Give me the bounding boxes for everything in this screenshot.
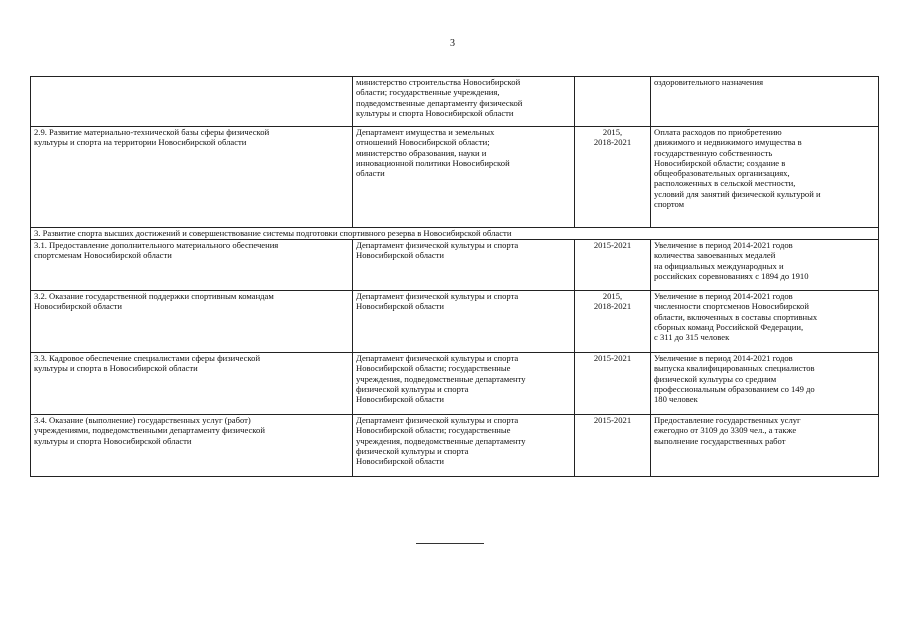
result-cell: Предоставление государственных услуг ежегодно от 3109 до 3309 чел., а также выполнение государственных работ: [651, 415, 879, 477]
page-number: 3: [450, 38, 455, 49]
executor-cell: Департамент физической культуры и спорта Новосибирской области; государственные учреждения, подведомственные департаменту физической культуры и спорта Новосибирской области: [353, 353, 575, 415]
result-cell: Увеличение в период 2014-2021 годов выпуска квалифицированных специалистов физической культуры со средним профессиональным образованием со 149 до 180 человек: [651, 353, 879, 415]
table-row: [31, 415, 879, 477]
measure-cell: [31, 77, 353, 127]
result-cell: Увеличение в период 2014-2021 годов количества завоеванных медалей на официальных международных и российских соревнованиях с 1894 до 1910: [651, 240, 879, 291]
period-cell: 2015-2021: [575, 415, 651, 477]
period-cell: 2015-2021: [575, 353, 651, 415]
result-cell: оздоровительного назначения: [651, 77, 879, 127]
program-measures-table: [30, 76, 879, 477]
period-cell: 2015-2021: [575, 240, 651, 291]
result-cell: Увеличение в период 2014-2021 годов численности спортсменов Новосибирской области, включенных в составы спортивных сборных команд Российской Федерации, с 311 до 315 человек: [651, 291, 879, 353]
table-row: [31, 77, 879, 127]
executor-cell: Департамент физической культуры и спорта Новосибирской области: [353, 291, 575, 353]
period-cell: 2015, 2018-2021: [575, 291, 651, 353]
measure-cell: 3.2. Оказание государственной поддержки спортивным командам Новосибирской области: [31, 291, 353, 353]
table-row: [31, 291, 879, 353]
measure-cell: 3.4. Оказание (выполнение) государственных услуг (работ) учреждениями, подведомственными департаменту физической культуры и спорта Новосибирской области: [31, 415, 353, 477]
period-cell: [575, 77, 651, 127]
footnote-divider: [416, 543, 484, 544]
section-title: 3. Развитие спорта высших достижений и совершенствование системы подготовки спортивного резерва в Новосибирской области: [31, 228, 879, 240]
executor-cell: Департамент физической культуры и спорта Новосибирской области; государственные учреждения, подведомственные департаменту физической культуры и спорта Новосибирской области: [353, 415, 575, 477]
section-header-row: [31, 228, 879, 240]
table-row: [31, 353, 879, 415]
executor-cell: министерство строительства Новосибирской области; государственные учреждения, подведомственные департаменту физической культуры и спорта Новосибирской области: [353, 77, 575, 127]
result-cell: Оплата расходов по приобретению движимого и недвижимого имущества в государственную собственность Новосибирской области; создание в общеобразовательных организациях, расположенных в сельской местности, условий для занятий физической культурой и спортом: [651, 127, 879, 228]
table-row: [31, 127, 879, 228]
measure-cell: 3.3. Кадровое обеспечение специалистами сферы физической культуры и спорта в Новосибирской области: [31, 353, 353, 415]
executor-cell: Департамент имущества и земельных отношений Новосибирской области; министерство образования, науки и инновационной политики Новосибирской области: [353, 127, 575, 228]
measure-cell: 2.9. Развитие материально-технической базы сферы физической культуры и спорта на территории Новосибирской области: [31, 127, 353, 228]
measure-cell: 3.1. Предоставление дополнительного материального обеспечения спортсменам Новосибирской области: [31, 240, 353, 291]
executor-cell: Департамент физической культуры и спорта Новосибирской области: [353, 240, 575, 291]
period-cell: 2015, 2018-2021: [575, 127, 651, 228]
table-row: [31, 240, 879, 291]
